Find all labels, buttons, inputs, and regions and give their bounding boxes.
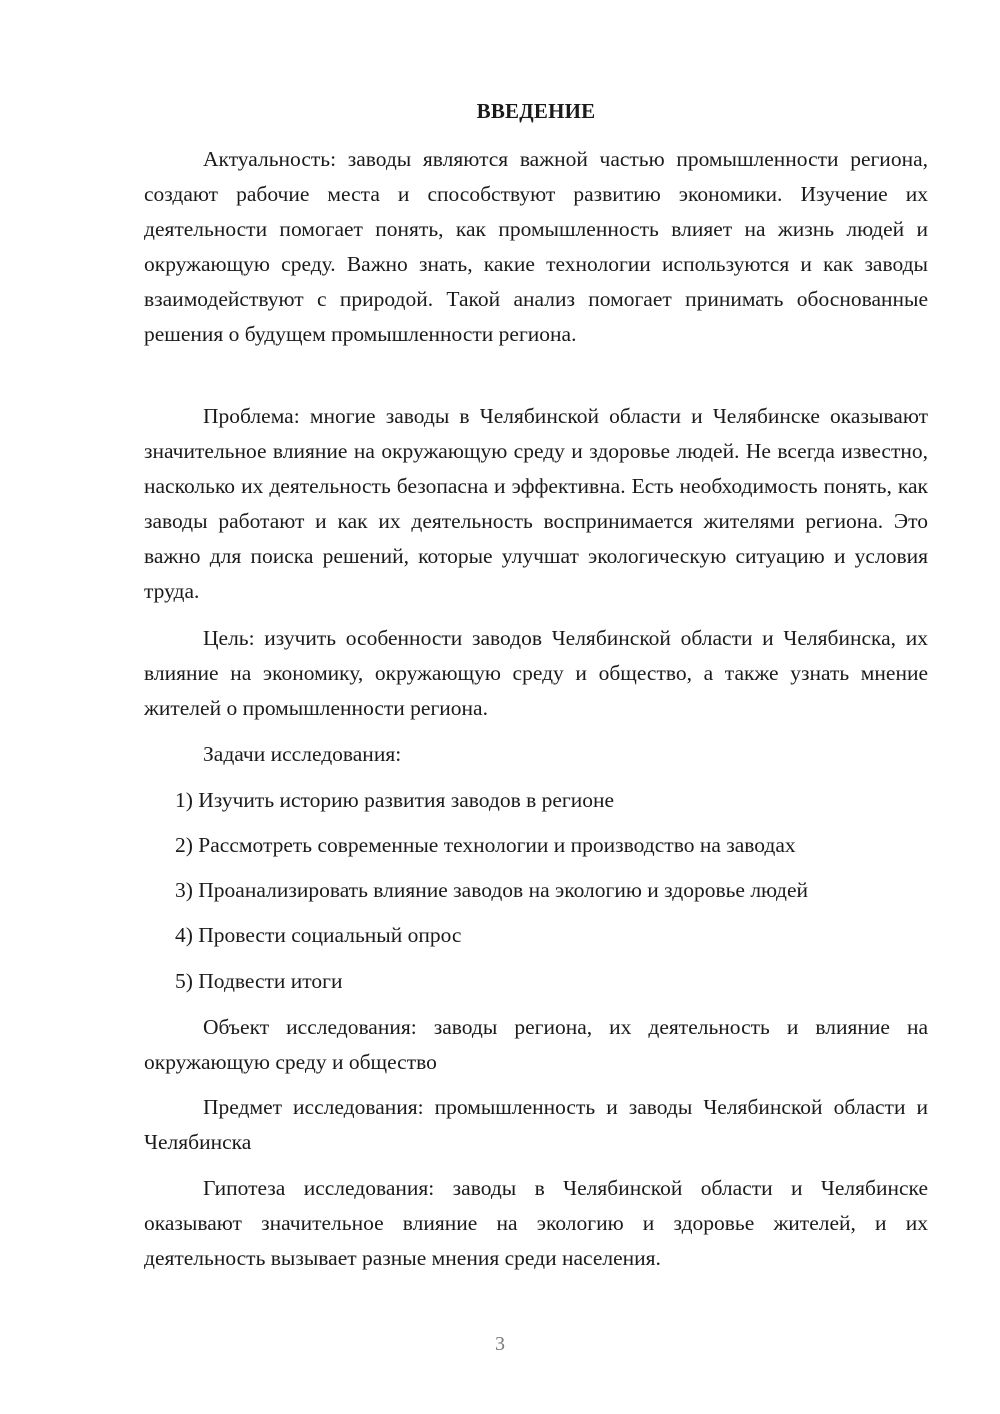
paragraph-goal: Цель: изучить особенности заводов Челябинской области и Челябинска, их влияние на экономику, окружающую среду и общество, а также узнать мнение жителей о промышленности региона. [144,626,928,720]
list-item: 2) Рассмотреть современные технологии и производство на заводах [175,833,796,857]
list-item: 1) Изучить историю развития заводов в регионе [175,788,615,812]
tasks-heading: Задачи исследования: [203,742,402,766]
page-number: 3 [495,1333,505,1355]
paragraph-hypothesis: Гипотеза исследования: заводы в Челябинской области и Челябинске оказывают значительное влияние на экологию и здоровье жителей, и их деятельность вызывает разные мнения среди населения. [144,1176,928,1270]
paragraph-problem: Проблема: многие заводы в Челябинской области и Челябинске оказывают значительное влияние на окружающую среду и здоровье людей. Не всегда известно, насколько их деятельность безопасна и эффективна. Есть необходимость понять, как заводы работают и как их деятельность воспринимается жителями региона. Это важно для поиска решений, которые улучшат экологическую ситуацию и условия труда. [144,404,928,603]
list-item: 3) Проанализировать влияние заводов на экологию и здоровье людей [175,878,809,902]
page-title: ВВЕДЕНИЕ [476,99,596,123]
list-item: 5) Подвести итоги [175,969,343,993]
list-item: 4) Провести социальный опрос [175,923,462,947]
paragraph-subject: Предмет исследования: промышленность и заводы Челябинской области и Челябинска [144,1095,928,1154]
paragraph-relevance: Актуальность: заводы являются важной частью промышленности региона, создают рабочие места и способствуют развитию экономики. Изучение их деятельности помогает понять, как промышленность влияет на жизнь людей и окружающую среду. Важно знать, какие технологии используются и как заводы взаимодействуют с природой. Такой анализ помогает принимать обоснованные решения о будущем промышленности региона. [144,147,928,346]
paragraph-object: Объект исследования: заводы региона, их деятельность и влияние на окружающую среду и общество [144,1015,928,1074]
